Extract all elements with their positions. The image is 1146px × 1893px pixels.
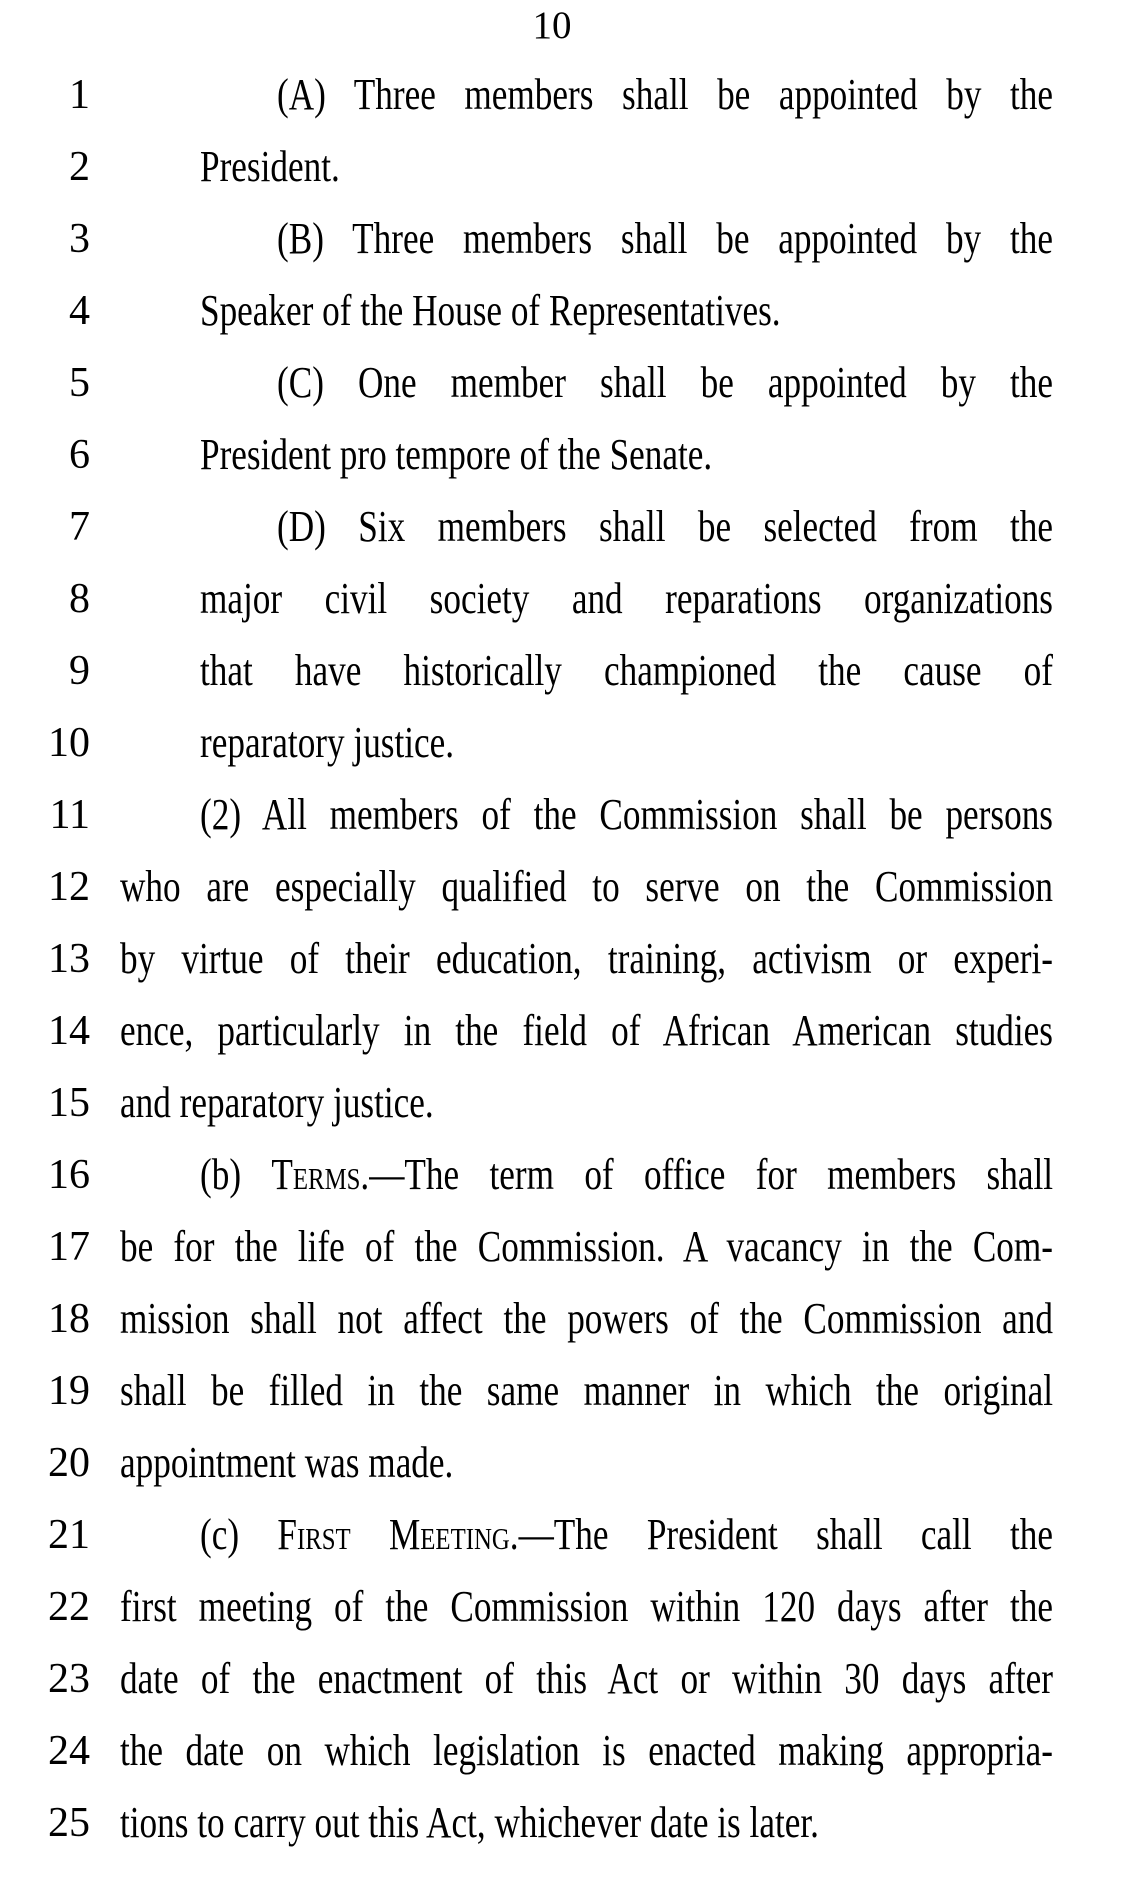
line-number: 13 <box>48 936 90 982</box>
line-text-segment: by virtue of their education, training, activism or experi- <box>120 934 1053 983</box>
bill-line <box>0 203 1146 275</box>
line-text <box>277 491 1053 563</box>
line-number: 1 <box>69 72 90 118</box>
line-text-segment: (c) <box>200 1510 278 1559</box>
line-text <box>200 275 1053 347</box>
bill-line <box>0 563 1146 635</box>
line-text-segment: ence, particularly in the field of African American studies <box>120 1006 1053 1055</box>
line-number: 2 <box>69 144 90 190</box>
line-number: 7 <box>69 504 90 550</box>
line-text <box>200 1499 1053 1571</box>
line-text <box>200 779 1053 851</box>
line-number: 22 <box>48 1584 90 1630</box>
line-text-segment: appointment was made. <box>120 1438 454 1487</box>
line-text-segment: major civil society and reparations organizations <box>200 574 1053 623</box>
line-text <box>200 635 1053 707</box>
line-text-segment: (2) All members of the Commission shall be persons <box>200 790 1053 839</box>
line-text-segment: (C) One member shall be appointed by the <box>277 358 1053 407</box>
line-number: 20 <box>48 1440 90 1486</box>
bill-line <box>0 1571 1146 1643</box>
line-text <box>120 923 1053 995</box>
line-text-segment: who are especially qualified to serve on the Commission <box>120 862 1053 911</box>
line-text-segment: Speaker of the House of Representatives. <box>200 286 781 335</box>
line-text-segment: date of the enactment of this Act or within 30 days after <box>120 1654 1053 1703</box>
line-text <box>277 59 1053 131</box>
bill-line <box>0 1499 1146 1571</box>
bill-line <box>0 779 1146 851</box>
line-text-segment: (D) Six members shall be selected from the <box>277 502 1053 551</box>
line-text <box>200 419 1053 491</box>
line-text <box>200 707 1053 779</box>
line-text-segment: (A) Three members shall be appointed by the <box>277 70 1053 119</box>
bill-line <box>0 347 1146 419</box>
bill-line <box>0 707 1146 779</box>
line-number: 25 <box>48 1800 90 1846</box>
bill-line <box>0 1787 1146 1859</box>
line-text <box>200 563 1053 635</box>
line-number: 4 <box>69 288 90 334</box>
line-number: 8 <box>69 576 90 622</box>
line-text-segment: President. <box>200 142 340 191</box>
bill-line <box>0 275 1146 347</box>
small-caps-heading: First Meeting <box>277 1510 510 1559</box>
line-text <box>120 995 1053 1067</box>
line-text-segment: reparatory justice. <box>200 718 455 767</box>
bill-line <box>0 635 1146 707</box>
line-number: 5 <box>69 360 90 406</box>
bill-line <box>0 131 1146 203</box>
line-text-segment: tions to carry out this Act, whichever date is later. <box>120 1798 819 1847</box>
line-text <box>120 1283 1053 1355</box>
line-text-segment: that have historically championed the cause of <box>200 646 1053 695</box>
bill-line <box>0 1283 1146 1355</box>
bill-line <box>0 419 1146 491</box>
line-text-segment: shall be filled in the same manner in which the original <box>120 1366 1053 1415</box>
line-text-segment: first meeting of the Commission within 120 days after the <box>120 1582 1053 1631</box>
line-text <box>277 203 1053 275</box>
line-text <box>120 851 1053 923</box>
small-caps-heading: Terms <box>271 1150 361 1199</box>
bill-line <box>0 1139 1146 1211</box>
bill-line <box>0 1067 1146 1139</box>
line-number: 14 <box>48 1008 90 1054</box>
line-text <box>120 1427 1053 1499</box>
line-text <box>120 1211 1053 1283</box>
line-text <box>120 1787 1053 1859</box>
line-number: 12 <box>48 864 90 910</box>
line-text <box>120 1643 1053 1715</box>
line-text <box>120 1571 1053 1643</box>
line-number: 23 <box>48 1656 90 1702</box>
line-text-segment: .—The President shall call the <box>509 1510 1053 1559</box>
line-text <box>120 1067 1053 1139</box>
bill-line <box>0 1355 1146 1427</box>
bill-line <box>0 1715 1146 1787</box>
line-number: 18 <box>48 1296 90 1342</box>
line-text <box>120 1715 1053 1787</box>
line-number: 16 <box>48 1152 90 1198</box>
line-text-segment: and reparatory justice. <box>120 1078 434 1127</box>
line-text <box>200 1139 1053 1211</box>
page-number: 10 <box>532 4 572 47</box>
line-number: 21 <box>48 1512 90 1558</box>
line-text-segment: the date on which legislation is enacted making appropria- <box>120 1726 1053 1775</box>
line-text-segment: mission shall not affect the powers of the Commission and <box>120 1294 1053 1343</box>
bill-line <box>0 491 1146 563</box>
bill-line <box>0 1427 1146 1499</box>
line-text-segment: be for the life of the Commission. A vacancy in the Com- <box>120 1222 1053 1271</box>
bill-line <box>0 59 1146 131</box>
line-number: 6 <box>69 432 90 478</box>
line-number: 19 <box>48 1368 90 1414</box>
line-number: 10 <box>48 720 90 766</box>
line-number: 24 <box>48 1728 90 1774</box>
line-number: 3 <box>69 216 90 262</box>
line-text-segment: President pro tempore of the Senate. <box>200 430 713 479</box>
bill-line <box>0 851 1146 923</box>
line-number: 11 <box>49 792 90 838</box>
bill-line <box>0 1643 1146 1715</box>
bill-line <box>0 923 1146 995</box>
line-number: 15 <box>48 1080 90 1126</box>
line-text-segment: (b) <box>200 1150 272 1199</box>
line-text <box>200 131 1053 203</box>
line-text <box>277 347 1053 419</box>
line-number: 9 <box>69 648 90 694</box>
line-text-segment: (B) Three members shall be appointed by the <box>277 214 1053 263</box>
bill-line <box>0 1211 1146 1283</box>
line-text-segment: .—The term of office for members shall <box>360 1150 1053 1199</box>
line-number: 17 <box>48 1224 90 1270</box>
bill-line <box>0 995 1146 1067</box>
line-text <box>120 1355 1053 1427</box>
